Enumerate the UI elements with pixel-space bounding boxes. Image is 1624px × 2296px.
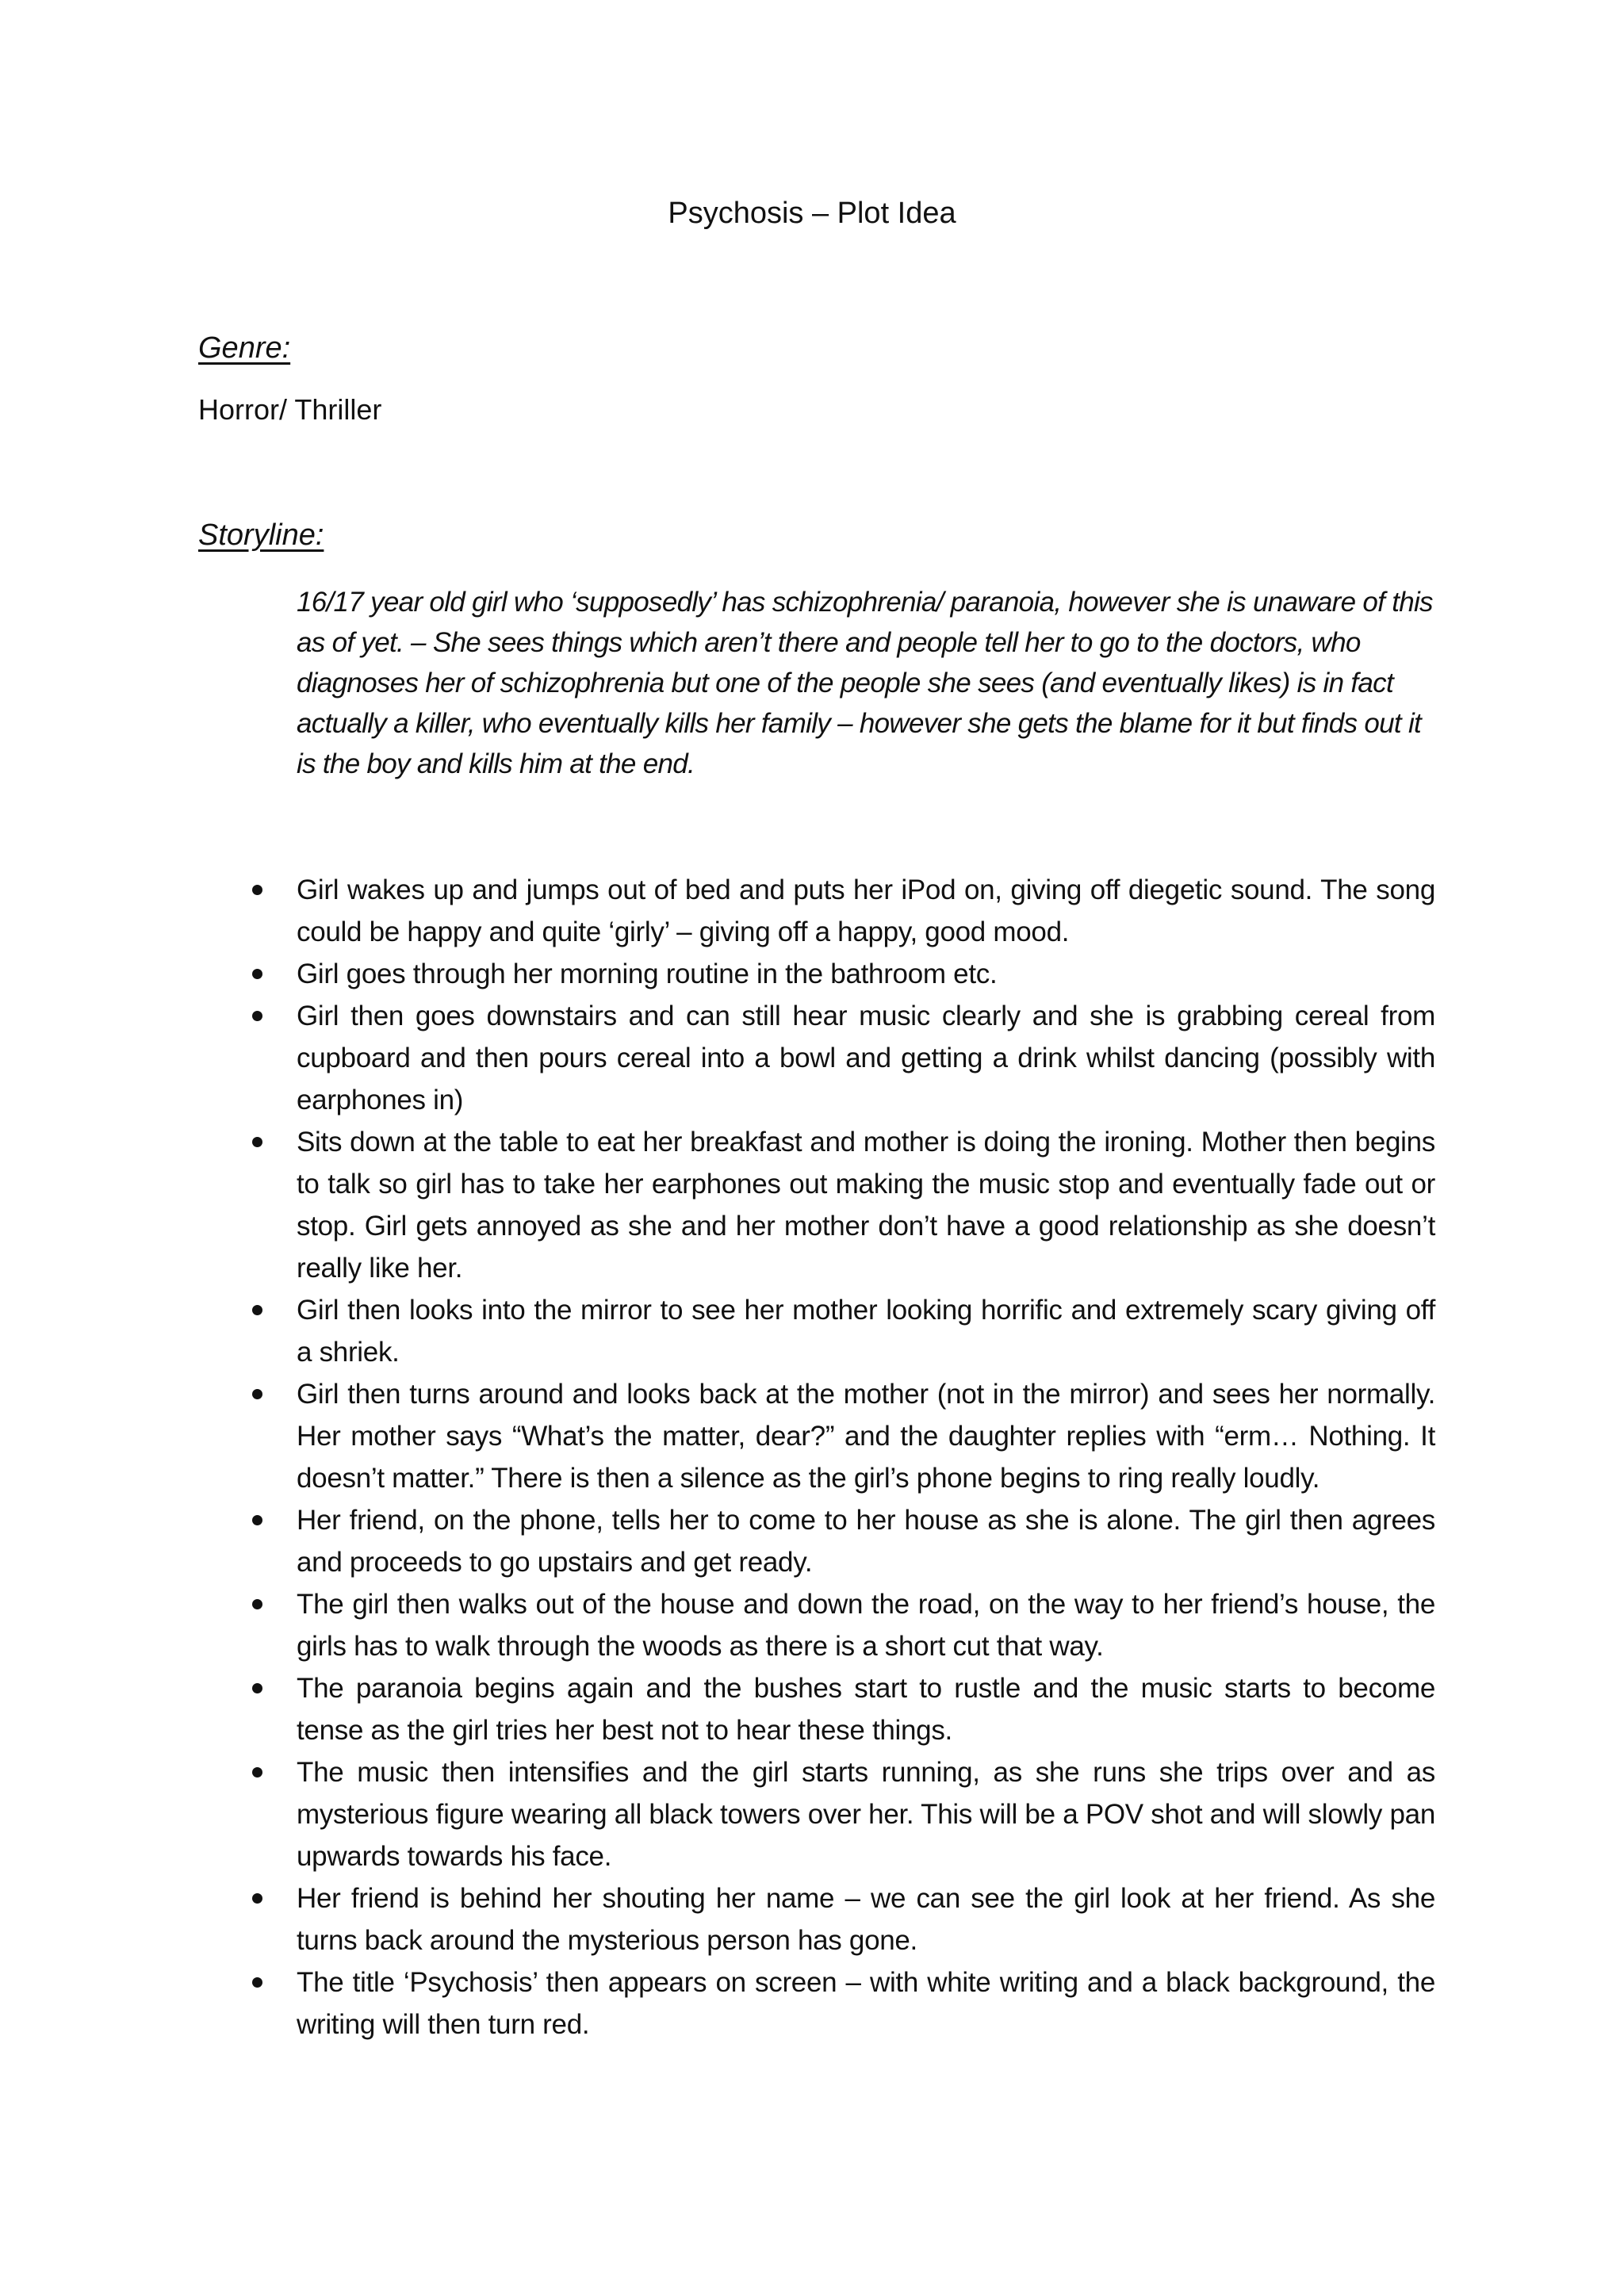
plot-bullet-text: The paranoia begins again and the bushes start to rustle and the music starts to become tense as the girl tries her best not to hear these things. [297,1673,1435,1746]
plot-bullet-text: Her friend, on the phone, tells her to come to her house as she is alone. The girl then agrees and proceeds to go upstairs and get ready. [297,1505,1435,1578]
storyline-heading: Storyline: [198,519,324,552]
plot-bullet-text: Sits down at the table to eat her breakfast and mother is doing the ironing. Mother then begins to talk so girl has to take her earphones out making the music stop and eventually fade out or stop. Girl gets annoyed as she and her mother don’t have a good relationship as she doesn’t really like her. [297,1127,1435,1284]
document-title: Psychosis – Plot Idea [668,197,956,230]
genre-value: Horror/ Thriller [198,393,382,426]
plot-bullet-item [297,1373,1435,1499]
plot-bullet-text: The girl then walks out of the house and down the road, on the way to her friend’s house, the girls has to walk through the woods as there is a short cut that way. [297,1589,1435,1662]
bullet-icon [252,1977,262,1988]
plot-bullet-item [297,995,1435,1121]
genre-heading: Genre: [198,331,291,365]
bullet-icon [252,1767,262,1777]
plot-bullet-text: The title ‘Psychosis’ then appears on screen – with white writing and a black background, the writing will then turn red. [297,1967,1435,2040]
bullet-icon [252,1515,262,1525]
bullet-icon [252,1137,262,1147]
plot-bullet-item [297,1877,1435,1961]
bullet-icon [252,1683,262,1693]
plot-bullet-item [297,1121,1435,1289]
plot-bullet-text: Girl then looks into the mirror to see her mother looking horrific and extremely scary giving off a shriek. [297,1295,1435,1368]
plot-bullet-item [297,1583,1435,1667]
bullet-icon [252,1011,262,1021]
storyline-summary: 16/17 year old girl who ‘supposedly’ has schizophrenia/ paranoia, however she is unaware of this as of yet. – She sees things which aren’t there and people tell her to go to the doctors, who diagnoses her of schizophrenia but one of the people she sees (and eventually likes) is in fact actually a killer, who eventually kills her family – however she gets the blame for it but finds out it is the boy and kills him at the end. [297,587,1433,779]
plot-bullet-item [297,953,1435,995]
plot-bullet-text: Girl wakes up and jumps out of bed and puts her iPod on, giving off diegetic sound. The song could be happy and quite ‘girly’ – giving off a happy, good mood. [297,874,1435,947]
bullet-icon [252,969,262,979]
plot-bullet-item [297,869,1435,953]
bullet-icon [252,1305,262,1315]
plot-bullet-item [297,1499,1435,1583]
plot-bullet-item [297,1667,1435,1751]
bullet-icon [252,1893,262,1904]
bullet-icon [252,1389,262,1399]
plot-bullet-item [297,1961,1435,2045]
plot-bullet-list [297,869,1435,2045]
plot-bullet-item [297,1751,1435,1877]
plot-bullet-item [297,1289,1435,1373]
plot-bullet-text: Girl then goes downstairs and can still hear music clearly and she is grabbing cereal from cupboard and then pours cereal into a bowl and getting a drink whilst dancing (possibly with earphones in) [297,1001,1435,1115]
bullet-icon [252,1599,262,1609]
plot-bullet-text: Girl goes through her morning routine in the bathroom etc. [297,959,998,989]
plot-bullet-text: Girl then turns around and looks back at the mother (not in the mirror) and sees her normally. Her mother says “What’s the matter, dear?” and the daughter replies with “erm… Nothing. It doesn’t matter.” There is then a silence as the girl’s phone begins to ring really loudly. [297,1379,1435,1494]
plot-bullet-text: The music then intensifies and the girl starts running, as she runs she trips over and as mysterious figure wearing all black towers over her. This will be a POV shot and will slowly pan upwards towards his face. [297,1757,1435,1872]
plot-bullet-text: Her friend is behind her shouting her name – we can see the girl look at her friend. As she turns back around the mysterious person has gone. [297,1883,1435,1956]
bullet-icon [252,885,262,895]
